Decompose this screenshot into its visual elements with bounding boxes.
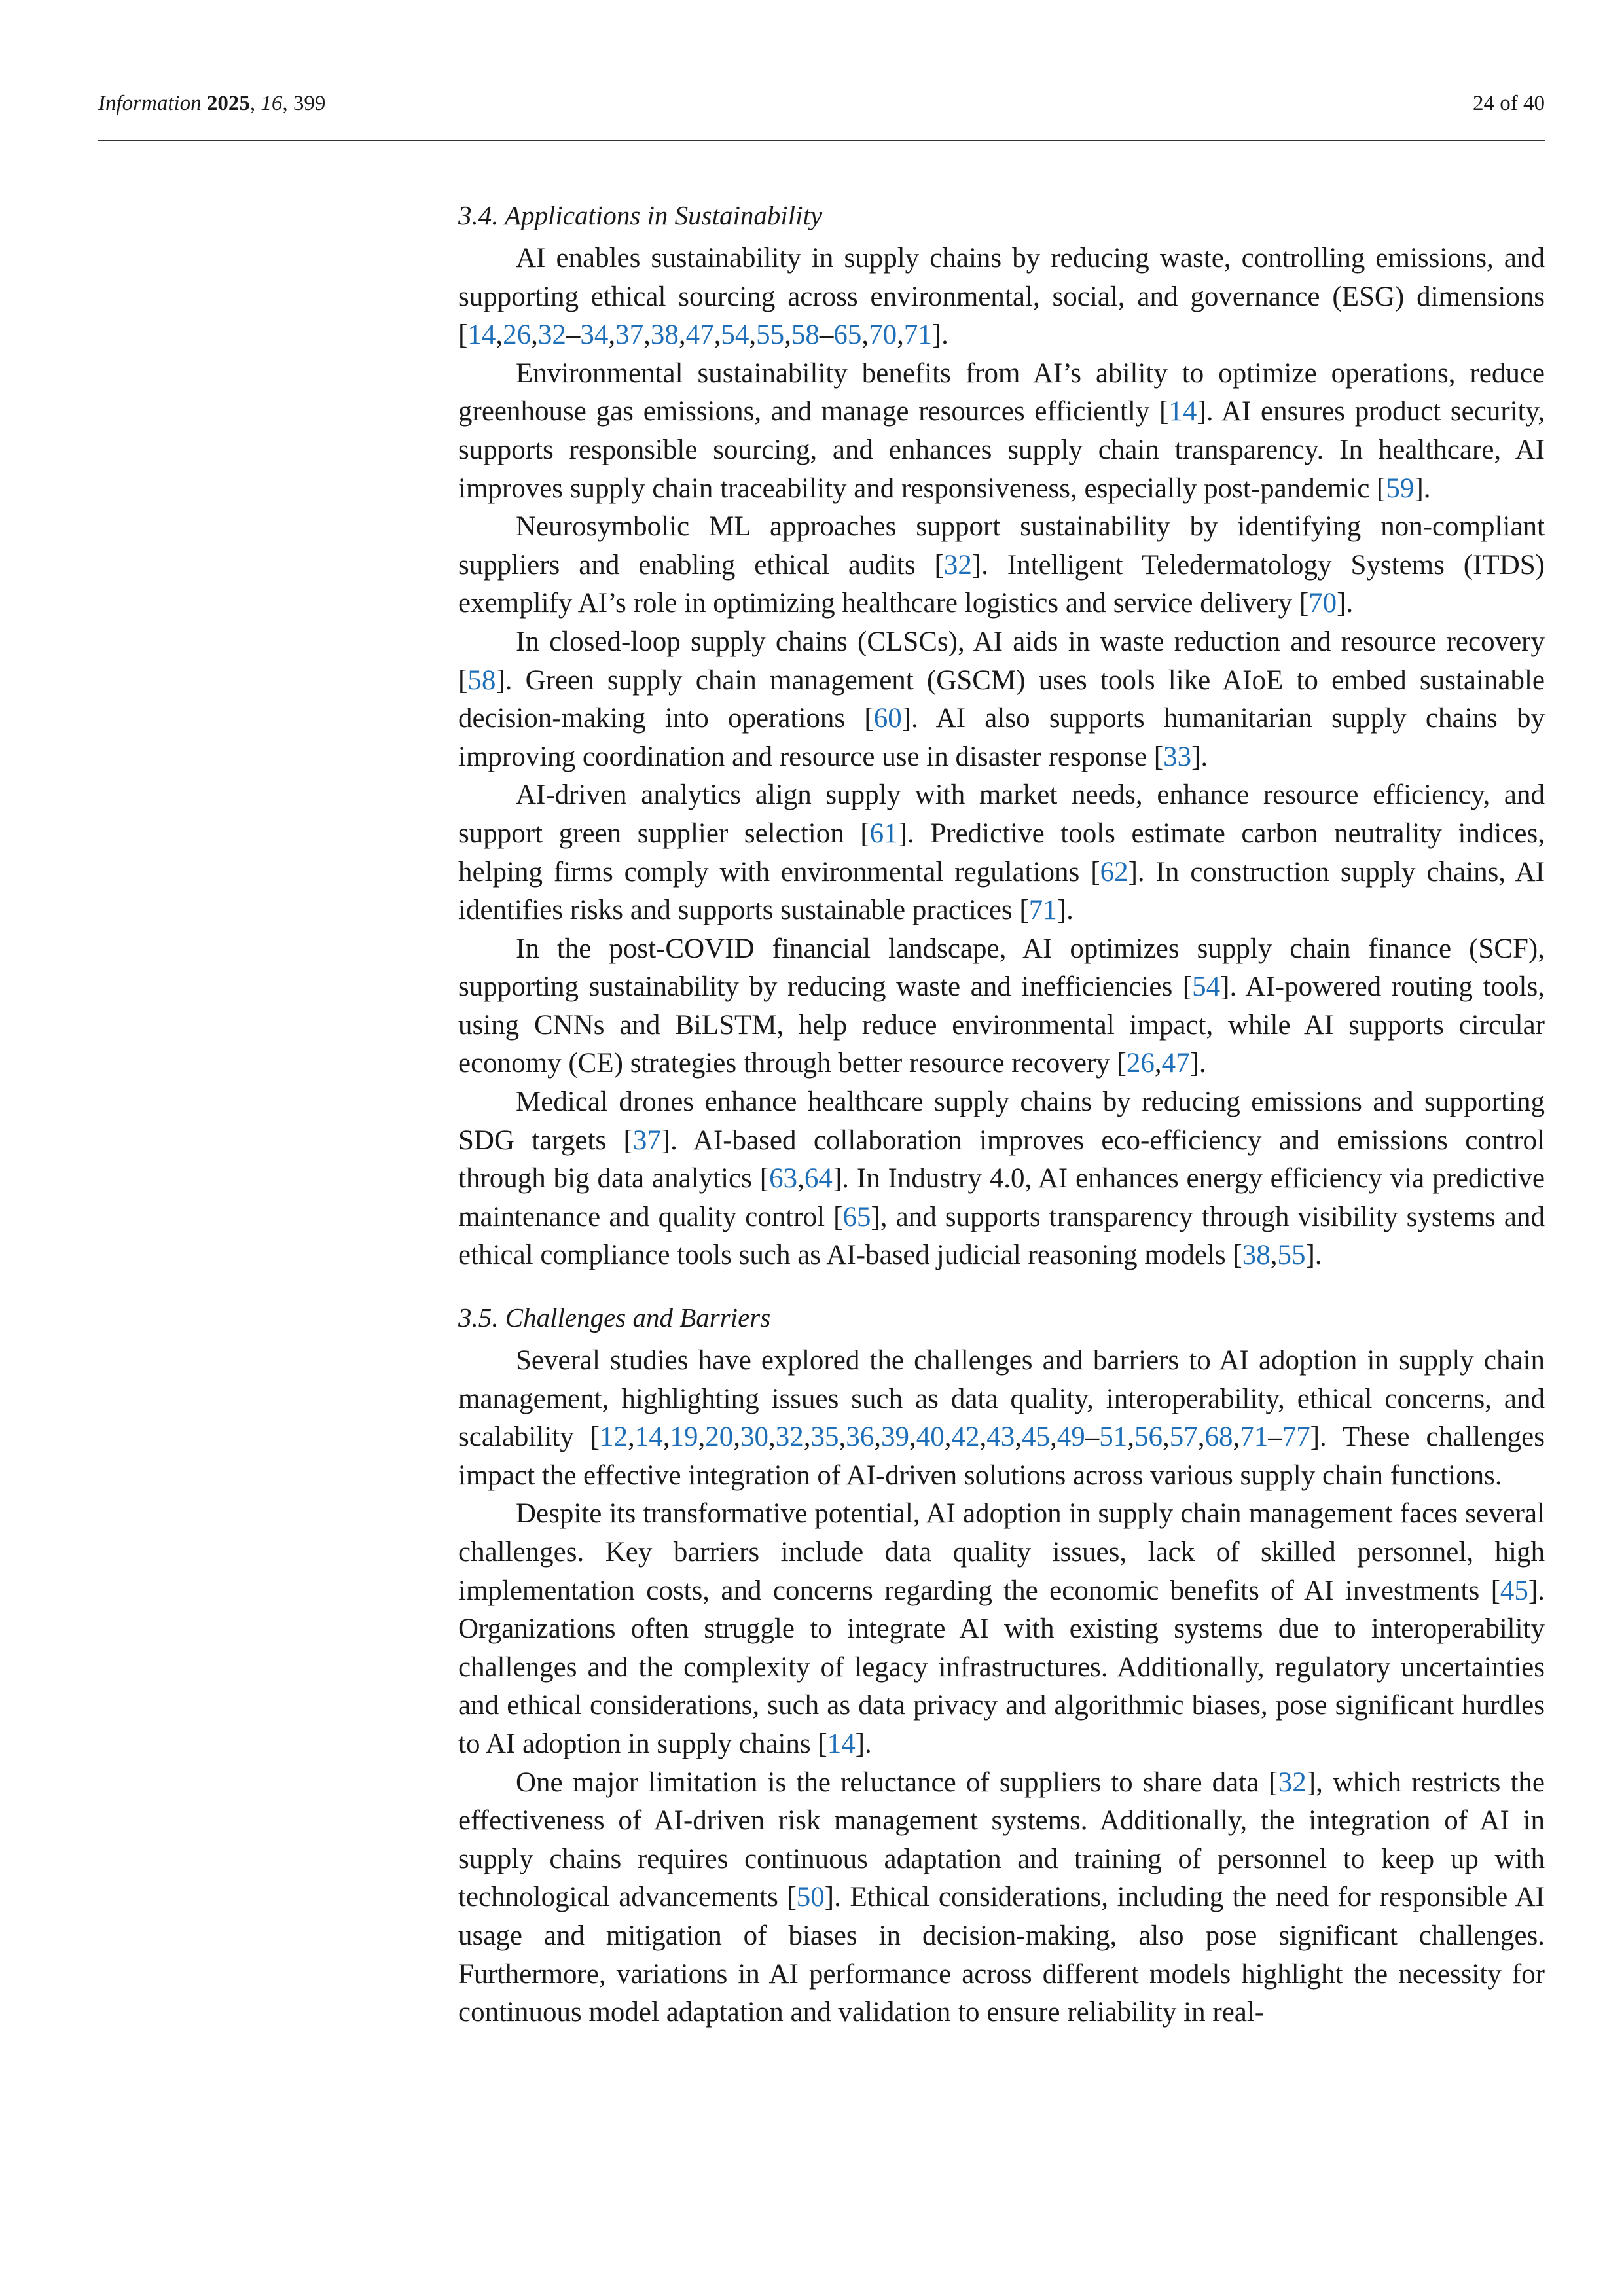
citation-link[interactable]: 64	[804, 1163, 833, 1194]
journal-citation: Information 2025, 16, 399	[98, 92, 326, 115]
paragraph: Several studies have explored the challenges and barriers to AI adoption in supply chain management, highlighting issues such as data quality, interoperability, ethical concerns, and scalability [12,14,19,20,30,32,35,36,39,40,42,43,45,49–51,56,57,68,71–77]. These challenges impact the effective integration of AI-driven solutions across various supply chain functions.	[458, 1345, 1545, 1491]
page-header	[98, 92, 1545, 124]
citation-link[interactable]: 47	[685, 319, 714, 351]
citation-link[interactable]: 65	[833, 319, 862, 351]
citation-link[interactable]: 32	[1278, 1767, 1307, 1798]
citation-link[interactable]: 45	[1021, 1422, 1050, 1453]
citation-link[interactable]: 39	[880, 1422, 909, 1453]
citation-link[interactable]: 19	[670, 1422, 698, 1453]
citation-link[interactable]: 30	[740, 1422, 768, 1453]
citation-link[interactable]: 61	[869, 817, 898, 849]
citation-link[interactable]: 38	[1242, 1240, 1271, 1271]
citation-link[interactable]: 32	[775, 1422, 804, 1453]
section-heading: 3.4. Applications in Sustainability	[458, 200, 823, 230]
citation-link[interactable]: 32	[537, 319, 566, 351]
citation-link[interactable]: 58	[791, 319, 820, 351]
journal-year: 2025	[206, 92, 250, 115]
paragraph: Despite its transformative potential, AI adoption in supply chain management faces several challenges. Key barriers include data quality issues, lack of skilled personnel, high implementation costs, and concerns regarding the economic benefits of AI investments [45]. Organizations often struggle to integrate AI with existing systems due to interoperability challenges and the complexity of legacy infrastructures. Additionally, regulatory uncertainties and ethical considerations, such as data privacy and algorithmic biases, pose significant hurdles to AI adoption in supply chains [14].	[458, 1498, 1545, 1759]
citation-link[interactable]: 38	[650, 319, 679, 351]
citation-link[interactable]: 42	[951, 1422, 980, 1453]
citation-link[interactable]: 26	[503, 319, 532, 351]
paragraph: Medical drones enhance healthcare supply chains by reducing emissions and supporting SDG targets [37]. AI-based collaboration improves eco-efficiency and emissions control through big data analytics [63,64]. In Industry 4.0, AI enhances energy efficiency via predictive maintenance and quality control [65], and supports transparency through visibility systems and ethical compliance tools such as AI-based judicial reasoning models [38,55].	[458, 1086, 1545, 1271]
citation-link[interactable]: 50	[796, 1882, 825, 1913]
citation-link[interactable]: 37	[632, 1124, 661, 1156]
citation-link[interactable]: 49	[1056, 1422, 1085, 1453]
paragraph: In closed-loop supply chains (CLSCs), AI aids in waste reduction and resource recovery [58]. Green supply chain management (GSCM) uses tools like AIoE to embed sustainable decision-making into operations [60]. AI also supports humanitarian supply chains by improving coordination and resource use in disaster response [33].	[458, 626, 1545, 772]
citation-link[interactable]: 54	[1192, 971, 1221, 1003]
citation-link[interactable]: 32	[943, 549, 972, 581]
citation-link[interactable]: 14	[634, 1422, 663, 1453]
citation-link[interactable]: 43	[986, 1422, 1015, 1453]
citation-link[interactable]: 26	[1126, 1048, 1155, 1079]
citation-link[interactable]: 59	[1386, 473, 1415, 504]
paragraph: Neurosymbolic ML approaches support sustainability by identifying non-compliant suppliers and enabling ethical audits [32]. Intelligent Teledermatology Systems (ITDS) exemplify AI’s role in optimizing healthcare logistics and service delivery [70].	[458, 511, 1545, 619]
citation-link[interactable]: 58	[467, 664, 496, 696]
citation-link[interactable]: 35	[810, 1422, 839, 1453]
journal-name: Information	[98, 92, 202, 115]
article-body	[458, 196, 1545, 2032]
paragraph: AI enables sustainability in supply chains by reducing waste, controlling emissions, and supporting ethical sourcing across environmental, social, and governance (ESG) dimensions [14,26,32–34,37,38,47,54,55,58–65,70,71].	[458, 243, 1545, 351]
paragraph: One major limitation is the reluctance of suppliers to share data [32], which restricts the effectiveness of AI-driven risk management systems. Additionally, the integration of AI in supply chains requires continuous adaptation and training of personnel to keep up with technological advancements [50]. Ethical considerations, including the need for responsible AI usage and mitigation of biases in decision-making, also pose significant challenges. Furthermore, variations in AI performance across different models highlight the necessity for continuous model adaptation and validation to ensure reliability in real-	[458, 1767, 1545, 2028]
paragraph: In the post-COVID financial landscape, AI optimizes supply chain finance (SCF), supporting sustainability by reducing waste and inefficiencies [54]. AI-powered routing tools, using CNNs and BiLSTM, help reduce environmental impact, while AI supports circular economy (CE) strategies through better resource recovery [26,47].	[458, 933, 1545, 1079]
citation-link[interactable]: 60	[873, 703, 902, 734]
citation-link[interactable]: 12	[599, 1422, 628, 1453]
citation-link[interactable]: 70	[1308, 588, 1337, 619]
paragraph: Environmental sustainability benefits from AI’s ability to optimize operations, reduce greenhouse gas emissions, and manage resources efficiently [14]. AI ensures product security, supports responsible sourcing, and enhances supply chain transparency. In healthcare, AI improves supply chain traceability and responsiveness, especially post-pandemic [59].	[458, 357, 1545, 504]
citation-link[interactable]: 55	[756, 319, 785, 351]
citation-link[interactable]: 55	[1277, 1240, 1306, 1271]
citation-link[interactable]: 20	[705, 1422, 734, 1453]
citation-link[interactable]: 68	[1204, 1422, 1233, 1453]
citation-link[interactable]: 14	[1168, 396, 1197, 427]
citation-link[interactable]: 63	[769, 1163, 798, 1194]
citation-link[interactable]: 40	[916, 1422, 945, 1453]
citation-link[interactable]: 57	[1169, 1422, 1198, 1453]
citation-link[interactable]: 47	[1161, 1048, 1190, 1079]
citation-link[interactable]: 65	[842, 1201, 871, 1232]
section-body	[458, 1342, 1545, 2032]
citation-link[interactable]: 14	[467, 319, 496, 351]
citation-link[interactable]: 62	[1100, 856, 1128, 888]
citation-link[interactable]: 56	[1134, 1422, 1163, 1453]
citation-link[interactable]: 34	[580, 319, 609, 351]
citation-link[interactable]: 33	[1163, 741, 1192, 772]
paragraph: AI-driven analytics align supply with market needs, enhance resource efficiency, and support green supplier selection [61]. Predictive tools estimate carbon neutrality indices, helping firms comply with environmental regulations [62]. In construction supply chains, AI identifies risks and supports sustainable practices [71].	[458, 780, 1545, 926]
citation-link[interactable]: 77	[1282, 1422, 1310, 1453]
citation-link[interactable]: 45	[1500, 1575, 1528, 1606]
citation-link[interactable]: 54	[721, 319, 749, 351]
citation-link[interactable]: 70	[869, 319, 897, 351]
citation-link[interactable]: 36	[846, 1422, 875, 1453]
citation-link[interactable]: 71	[1240, 1422, 1269, 1453]
section-body	[458, 240, 1545, 1275]
journal-volume: 16	[261, 92, 283, 115]
citation-link[interactable]: 14	[827, 1728, 856, 1759]
header-rule	[98, 140, 1545, 141]
citation-link[interactable]: 71	[903, 319, 932, 351]
section-heading: 3.5. Challenges and Barriers	[458, 1302, 771, 1333]
page-number: 24 of 40	[1473, 92, 1545, 115]
citation-link[interactable]: 71	[1028, 895, 1057, 926]
citation-link[interactable]: 51	[1099, 1422, 1128, 1453]
citation-link[interactable]: 37	[615, 319, 644, 351]
article-number: 399	[293, 92, 326, 115]
